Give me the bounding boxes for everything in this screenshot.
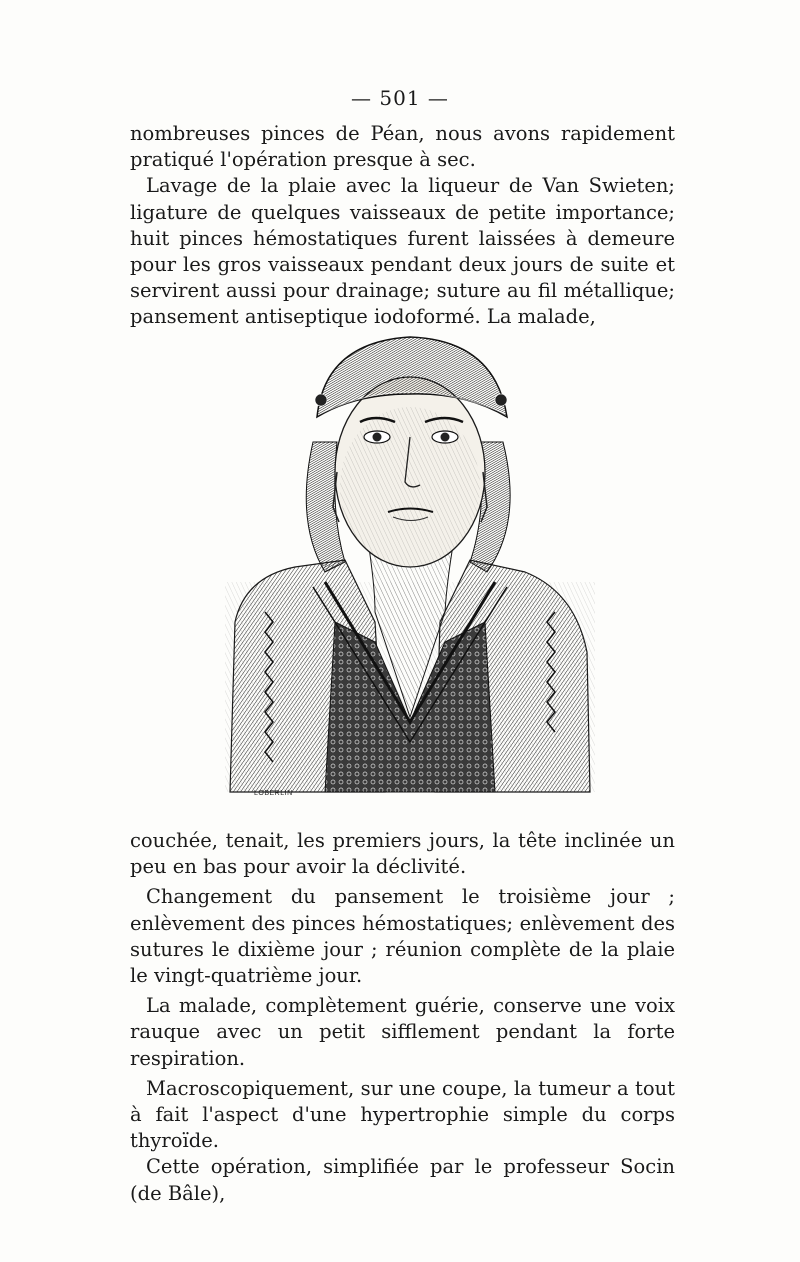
paragraph: couchée, tenait, les premiers jours, la tête inclinée un peu en bas pour avoir la déclivité. [130,829,675,879]
paragraph: nombreuses pinces de Péan, nous avons rapidement pratiqué l'opération presque à sec. [130,122,675,172]
paragraph: Macroscopiquement, sur une coupe, la tumeur a tout à fait l'aspect d'une hypertrophie simple du corps thyroïde. [130,1076,675,1153]
engraver-signature: LOBERLIN [254,790,293,797]
portrait-engraving [225,322,595,812]
paragraph: Lavage de la plaie avec la liqueur de Van Swieten; ligature de quelques vaisseaux de petite importance; huit pinces hémostatiques furent laissées à demeure pour les gros vaisseaux pendant deux jours de suite et servirent aussi pour drainage; suture au fil métallique; pansement antiseptique iodoformé. La malade, [130,174,675,329]
portrait-illustration [225,322,595,812]
paragraph: Changement du pansement le troisième jour ; enlèvement des pinces hémostatiques; enlèvement des sutures le dixième jour ; réunion complète de la plaie le vingt-quatrième jour. [130,885,675,988]
paragraph: Cette opération, simplifiée par le professeur Socin (de Bâle), [130,1155,675,1205]
paragraph: La malade, complètement guérie, conserve une voix rauque avec un petit sifflement pendant la forte respiration. [130,994,675,1070]
text-block-bottom [130,828,675,1207]
text-block-top [130,121,675,331]
page-number: — 501 — [351,86,449,110]
